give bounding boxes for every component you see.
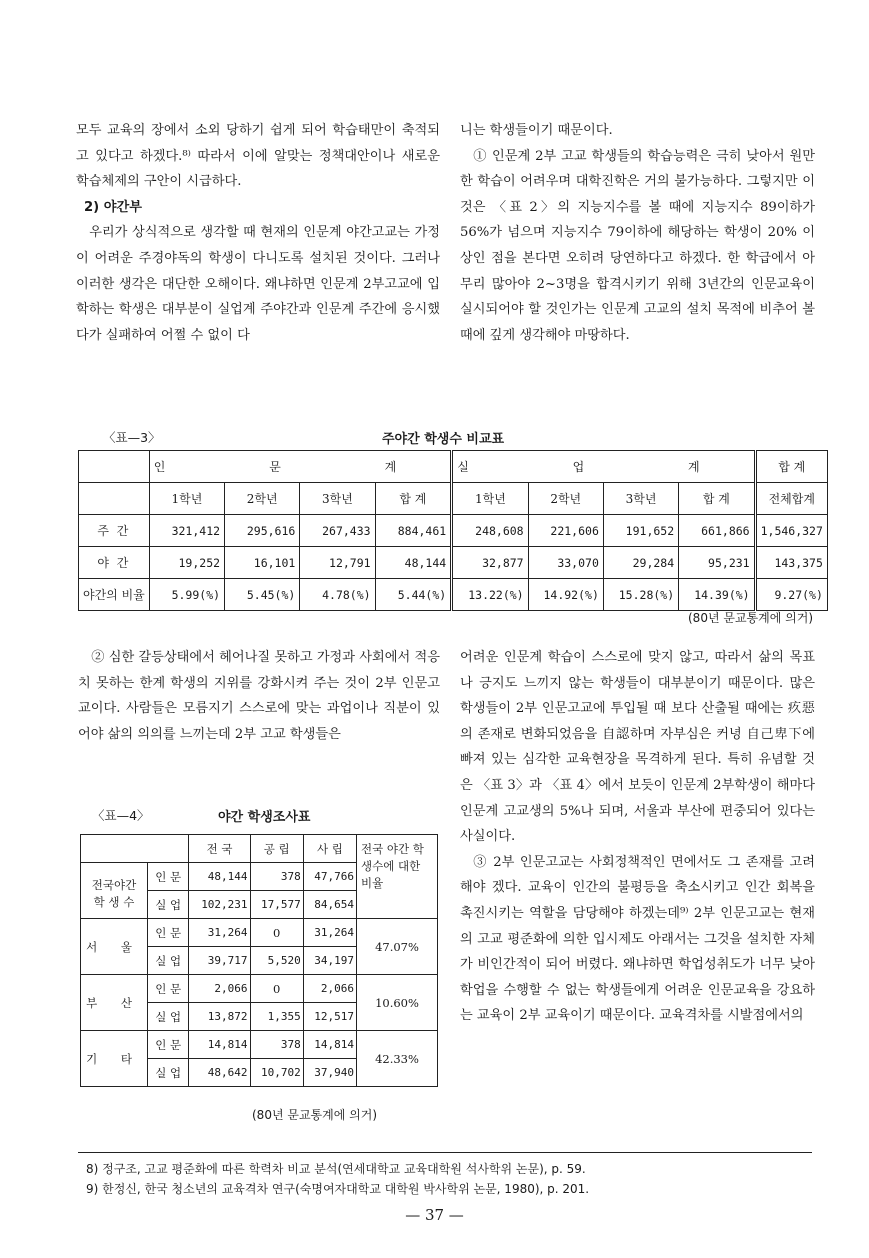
footnote: 8) 정구조, 고교 평준화에 따른 학력차 비교 분석(연세대학교 교육대학원 석사학위 논문), p. 59. [86, 1162, 586, 1176]
text-column-top-left [76, 118, 440, 348]
table-cell: 248,608 [452, 515, 528, 547]
text-column-bottom-right [460, 645, 815, 1029]
table-cell: 16,101 [225, 547, 300, 579]
table-cell: 5.44(%) [375, 579, 452, 611]
table-cell: 34,197 [303, 947, 356, 975]
column-header: 1학년 [149, 483, 224, 515]
column-header: 2학년 [225, 483, 300, 515]
table-cell: 378 [250, 863, 303, 891]
table-cell: 32,877 [452, 547, 528, 579]
table-cell: 37,940 [303, 1059, 356, 1087]
table-cell: 143,375 [755, 547, 827, 579]
empty-corner-cell [79, 451, 150, 483]
column-header: 전 국 [189, 835, 250, 863]
table-cell: 84,654 [303, 891, 356, 919]
paragraph: 모두 교육의 장에서 소외 당하기 쉽게 되어 학습태만이 축적되고 있다고 하겠다.⁸⁾ 따라서 이에 알맞는 정책대안이나 새로운 학습체제의 구안이 시급하다. [76, 123, 440, 190]
paragraph: 우리가 상식적으로 생각할 때 현재의 인문계 야간고교는 가정이 어려운 주경야독의 학생이 다니도록 설치된 것이다. 그러나 이러한 생각은 대단한 오해이다. 왜냐하면 인문계 2부고교에 입학하는 학생은 대부분이 실업계 주야간과 인문계 주간에 응시했다가 실패하여 어쩔 수 없이 다 [76, 225, 440, 343]
comparison-table [78, 450, 828, 611]
table-cell: 2,066 [303, 975, 356, 1003]
row-type: 인 문 [148, 863, 189, 891]
table-cell: 31,264 [189, 919, 250, 947]
group-header: 인 문 계 [149, 451, 451, 483]
column-header: 합 계 [375, 483, 452, 515]
row-type: 인 문 [148, 975, 189, 1003]
section-heading: 2) 야간부 [84, 199, 143, 215]
column-header: 3학년 [300, 483, 375, 515]
page-number: — 37 — [405, 1206, 464, 1224]
table-cell: 0 [250, 919, 303, 947]
table-row [79, 547, 828, 579]
table-cell: 12,517 [303, 1003, 356, 1031]
ratio-cell: 10.60% [357, 975, 438, 1031]
empty-corner-cell [79, 483, 150, 515]
text-column-bottom-left [78, 645, 440, 747]
row-header: 야 간 [79, 547, 150, 579]
row-type: 실 업 [148, 947, 189, 975]
table-header-row [79, 483, 828, 515]
table-cell: 1,546,327 [755, 515, 827, 547]
region-header: 기 타 [81, 1031, 148, 1087]
table-cell: 48,144 [189, 863, 250, 891]
table-cell: 14.39(%) [679, 579, 755, 611]
table-cell: 884,461 [375, 515, 452, 547]
table-cell: 13.22(%) [452, 579, 528, 611]
table-row [79, 579, 828, 611]
table-cell: 2,066 [189, 975, 250, 1003]
row-header: 전국야간 학 생 수 [81, 863, 148, 919]
table-cell: 4.78(%) [300, 579, 375, 611]
table-source-note: (80년 문교통계에 의거) [688, 611, 813, 625]
table-cell: 13,872 [189, 1003, 250, 1031]
column-header: 전체합계 [755, 483, 827, 515]
region-header: 부 산 [81, 975, 148, 1031]
table-cell: 661,866 [679, 515, 755, 547]
column-header: 합 계 [679, 483, 755, 515]
footnote-divider [78, 1152, 812, 1153]
table-label: 〈표—3〉 [103, 430, 161, 445]
table-cell: 17,577 [250, 891, 303, 919]
table-row [81, 1031, 438, 1059]
row-header: 주 간 [79, 515, 150, 547]
table-cell: 48,144 [375, 547, 452, 579]
table-cell: 321,412 [149, 515, 224, 547]
table-cell: 10,702 [250, 1059, 303, 1087]
table-cell: 29,284 [603, 547, 678, 579]
paragraph: ① 인문계 2부 고교 학생들의 학습능력은 극히 낮아서 원만한 학습이 어려우며 대학진학은 거의 불가능하다. 그렇지만 이것은 〈표 2〉의 지능지수를 볼 때에 지능지수 89이하가 56%가 넘으며 지능지수 79이하에 해당하는 학생이 20% 이상인 점을 본다면 오히려 당연하다고 하겠다. 한 학급에서 아무리 많아야 2~3명을 합격시키기 위해 3년간의 인문교육이 실시되어야 할 것인가는 인문계 고교의 설치 목적에 비추어 볼 때에 깊게 생각해야 마땅하다. [460, 148, 815, 343]
table-cell: 15.28(%) [603, 579, 678, 611]
table-cell: 48,642 [189, 1059, 250, 1087]
table-cell: 33,070 [528, 547, 603, 579]
table-title: 야간 학생조사표 [218, 810, 311, 825]
column-header: 전국 야간 학생수에 대한 비율 [357, 835, 438, 919]
table-row [79, 515, 828, 547]
table-cell: 191,652 [603, 515, 678, 547]
table-cell: 14,814 [189, 1031, 250, 1059]
table-cell: 14,814 [303, 1031, 356, 1059]
text-column-top-right [460, 118, 815, 348]
table-title: 주야간 학생수 비교표 [382, 432, 505, 447]
table-cell: 5.99(%) [149, 579, 224, 611]
paragraph: ③ 2부 인문고교는 사회정책적인 면에서도 그 존재를 고려해야 겠다. 교육이 인간의 불평등을 축소시키고 인간 회복을 촉진시키는 역할을 담당해야 하겠는데⁹⁾ 2부 인문고교는 현재의 고교 평준화에 의한 입시제도 아래서는 그것을 설치한 자체가 비인간적이 되어 버렸다. 왜냐하면 학업성취도가 너무 낮아 학업을 수행할 수 없는 학생들에게 어려운 인문교육을 강요하는 교육이 2부 교육이기 때문이다. 교육격차를 시발점에서의 [460, 854, 815, 1024]
column-header: 1학년 [452, 483, 528, 515]
night-school-table [80, 834, 438, 1087]
region-header: 서 울 [81, 919, 148, 975]
row-header: 야간의 비율 [79, 579, 150, 611]
table-cell: 39,717 [189, 947, 250, 975]
table-row [81, 975, 438, 1003]
ratio-cell: 42.33% [357, 1031, 438, 1087]
group-header: 합 계 [755, 451, 827, 483]
table-cell: 267,433 [300, 515, 375, 547]
column-header: 2학년 [528, 483, 603, 515]
table-header-row [79, 451, 828, 483]
table-cell: 5,520 [250, 947, 303, 975]
paragraph: ② 심한 갈등상태에서 헤어나질 못하고 가정과 사회에서 적응치 못하는 한계 학생의 지위를 강화시켜 주는 것이 2부 인문고교이다. 사람들은 모름지기 스스로에 맞는 과업이나 직분이 있어야 삶의 의의를 느끼는데 2부 고교 학생들은 [78, 650, 440, 742]
column-header: 사 립 [303, 835, 356, 863]
table-cell: 295,616 [225, 515, 300, 547]
column-header: 공 립 [250, 835, 303, 863]
row-type: 실 업 [148, 1003, 189, 1031]
column-header: 3학년 [603, 483, 678, 515]
table-cell: 102,231 [189, 891, 250, 919]
table-cell: 47,766 [303, 863, 356, 891]
table-cell: 0 [250, 975, 303, 1003]
paragraph: 어려운 인문계 학습이 스스로에 맞지 않고, 따라서 삶의 목표나 긍지도 느끼지 않는 학생들이 대부분이기 때문이다. 많은 학생들이 2부 인문고교에 투입될 때 보다 산출될 때에는 疚惡의 존재로 변화되었음을 自認하며 자부심은 커녕 自己卑下에 빠져 있는 심각한 교육현장을 목격하게 된다. 특히 유념할 것은 〈표 3〉과 〈표 4〉에서 보듯이 인문계 2부학생이 해마다 인문계 고교생의 5%나 되며, 서울과 부산에 편중되어 있다는 사실이다. [460, 650, 815, 845]
row-type: 실 업 [148, 1059, 189, 1087]
paragraph: 니는 학생들이기 때문이다. [460, 123, 613, 138]
row-type: 인 문 [148, 919, 189, 947]
row-type: 실 업 [148, 891, 189, 919]
table-cell: 95,231 [679, 547, 755, 579]
table-source-note: (80년 문교통계에 의거) [252, 1108, 377, 1122]
table-cell: 1,355 [250, 1003, 303, 1031]
table-cell: 12,791 [300, 547, 375, 579]
footnote: 9) 한정신, 한국 청소년의 교육격차 연구(숙명여자대학교 대학원 박사학위 논문, 1980), p. 201. [86, 1182, 590, 1196]
group-header: 실 업 계 [452, 451, 755, 483]
table-cell: 378 [250, 1031, 303, 1059]
row-type: 인 문 [148, 1031, 189, 1059]
ratio-cell: 47.07% [357, 919, 438, 975]
table-cell: 14.92(%) [528, 579, 603, 611]
table-cell: 221,606 [528, 515, 603, 547]
table-cell: 5.45(%) [225, 579, 300, 611]
empty-corner-cell [81, 835, 189, 863]
table-header-row [81, 835, 438, 863]
table-row [81, 919, 438, 947]
table-cell: 19,252 [149, 547, 224, 579]
table-cell: 31,264 [303, 919, 356, 947]
table-cell: 9.27(%) [755, 579, 827, 611]
table-label: 〈표—4〉 [92, 808, 150, 823]
